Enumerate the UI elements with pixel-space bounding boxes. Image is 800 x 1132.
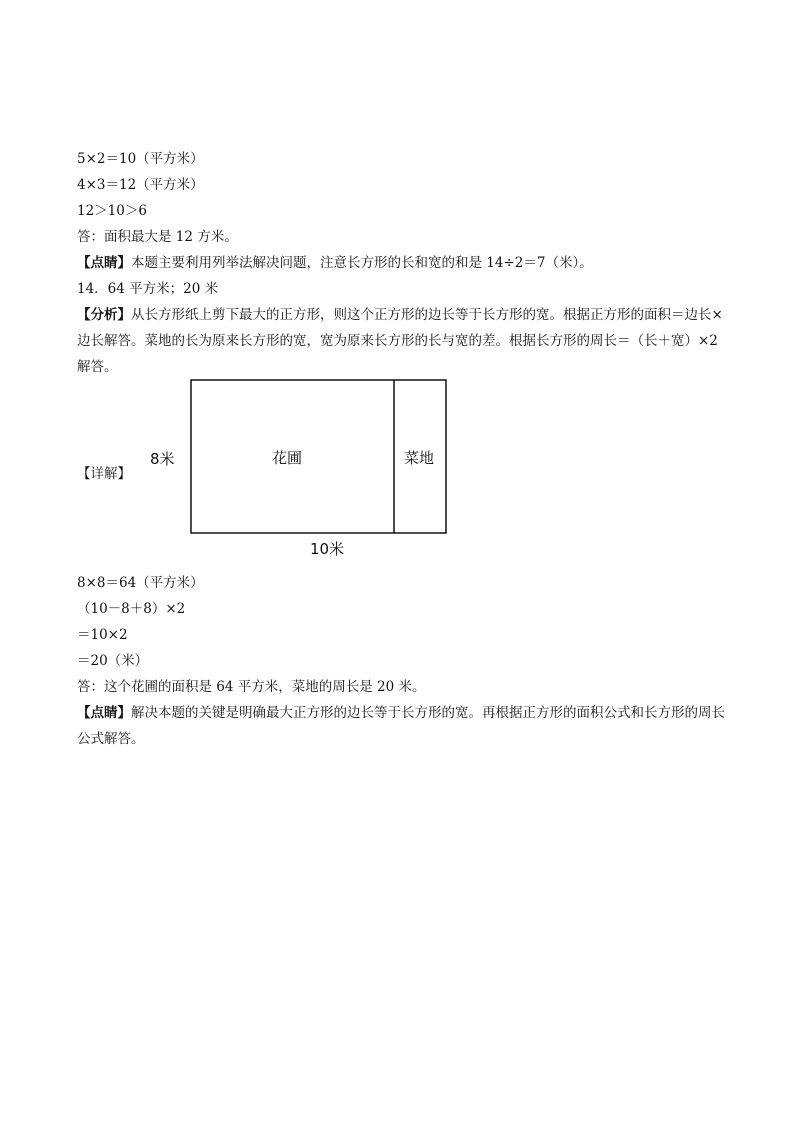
calc-line-area-1: 5×2＝10（平方米） bbox=[77, 151, 204, 167]
length-label: 10米 bbox=[310, 540, 345, 558]
calc-line-area: 8×8＝64（平方米） bbox=[77, 575, 204, 591]
tip-paragraph-14 bbox=[77, 700, 727, 752]
answer-line-13: 答：面积最大是 12 方米。 bbox=[77, 229, 238, 245]
width-label: 8米 bbox=[150, 450, 175, 468]
tip-paragraph-13 bbox=[77, 254, 593, 272]
question-answer-line-14: 14．64 平方米；20 米 bbox=[77, 281, 219, 297]
detail-tag: 【详解】 bbox=[77, 466, 131, 482]
analysis-paragraph bbox=[77, 302, 727, 380]
answer-line-14: 答：这个花圃的面积是 64 平方米，菜地的周长是 20 米。 bbox=[77, 679, 426, 695]
analysis-tag: 【分析】 bbox=[77, 307, 131, 323]
calc-line-perimeter-1: （10－8＋8）×2 bbox=[77, 601, 186, 617]
calc-line-perimeter-2: ＝10×2 bbox=[77, 627, 128, 643]
tip-tag: 【点睛】 bbox=[77, 255, 131, 271]
analysis-text: 从长方形纸上剪下最大的正方形，则这个正方形的边长等于长方形的宽。根据正方形的面积＝边长×边长解答。菜地的长为原来长方形的宽，宽为原来长方形的长与宽的差。根据长方形的周长＝（长＋宽）×2 解答。 bbox=[77, 307, 723, 375]
vegetable-label: 菜地 bbox=[404, 449, 435, 467]
tip-tag: 【点睛】 bbox=[77, 705, 131, 721]
calc-line-area-2: 4×3＝12（平方米） bbox=[77, 177, 204, 193]
compare-line: 12＞10＞6 bbox=[77, 203, 147, 219]
garden-label: 花圃 bbox=[272, 449, 303, 467]
garden-diagram bbox=[140, 372, 460, 562]
calc-line-perimeter-3: ＝20（米） bbox=[77, 653, 149, 669]
tip-text: 本题主要利用列举法解决问题，注意长方形的长和宽的和是 14÷2＝7（米）。 bbox=[131, 255, 593, 271]
tip-text: 解决本题的关键是明确最大正方形的边长等于长方形的宽。再根据正方形的面积公式和长方形的周长公式解答。 bbox=[77, 705, 725, 747]
